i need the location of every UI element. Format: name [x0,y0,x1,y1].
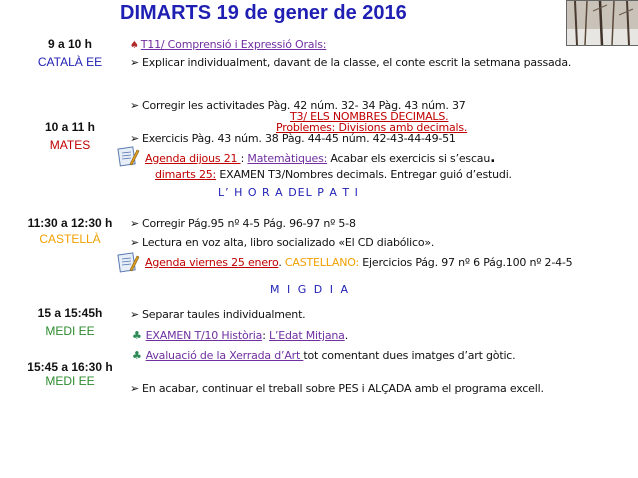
problemes-heading: Problemes: Divisions amb decimals. [276,121,468,134]
spade-icon: ♠ [130,40,139,51]
subject-medi1: MEDI EE [45,324,95,338]
hora-pati-label: L’ H O R A DEL P A T I [218,186,359,199]
dimarts25-line: dimarts 25: EXAMEN T3/Nombres decimals. Entregar guió d’estudi. [155,168,512,181]
notepad-icon [116,144,140,173]
club-icon: ♣ [132,349,142,362]
page-title: DIMARTS 19 de gener de 2016 [120,2,407,24]
separar-line: ➢ Separar taules individualment. [130,308,306,321]
subject-medi2: MEDI EE [45,374,95,388]
arrow-icon: ➢ [130,308,140,321]
exercicis-line: ➢ Exercicis Pàg. 43 núm. 38 Pàg. 44-45 núm. 42-43-44-49-51 [130,132,456,145]
time-catala: 9 a 10 h [47,37,93,51]
lectura-line: ➢ Lectura en voz alta, libro socializado «El CD diabólico». [130,236,435,249]
forest-photo [566,0,638,46]
subject-mates: MATES [49,138,91,152]
agenda-dijous-line: Agenda dijous 21 : Matemàtiques: Acabar els exercicis si s’escau. [145,150,496,166]
club-icon: ♣ [132,329,142,342]
avaluacio-line: ♣ Avaluació de la Xerrada d’Art tot comentant dues imatges d’art gòtic. [132,349,516,362]
arrow-icon: ➢ [130,382,140,395]
t3-heading: T3/ ELS NOMBRES DECIMALS. [290,110,449,123]
time-mates: 10 a 11 h [44,120,96,134]
agenda-viernes-line: Agenda viernes 25 enero. CASTELLANO: Ejercicios Pág. 97 nº 6 Pág.100 nº 2-4-5 [145,256,573,269]
arrow-icon: ➢ [130,56,140,69]
examen-line: ♣ EXAMEN T/10 Història: L’Edat Mitjana. [132,329,348,342]
time-castella: 11:30 a 12:30 h [27,216,113,230]
corregir-cast-line: ➢ Corregir Pág.95 nº 4-5 Pág. 96-97 nº 5-8 [130,217,356,230]
time-medi2: 15:45 a 16:30 h [27,360,113,374]
subject-catala: CATALÀ EE [37,55,103,69]
arrow-icon: ➢ [130,99,140,112]
arrow-icon: ➢ [130,217,140,230]
t11-heading: ♠ T11/ Comprensió i Expressió Orals: [130,38,327,51]
explicar-line: ➢ Explicar individualment, davant de la classe, el conte escrit la setmana passada. [130,56,572,69]
arrow-icon: ➢ [130,132,140,145]
acabar-line: ➢ En acabar, continuar el treball sobre PES i ALÇADA amb el programa excell. [130,382,544,395]
notepad-icon [116,250,140,279]
arrow-icon: ➢ [130,236,140,249]
corregir-line: ➢ Corregir les activitades Pàg. 42 núm. 32- 34 Pàg. 43 núm. 37 [130,99,466,112]
migdia-label: M I G D I A [270,283,350,296]
subject-castella: CASTELLÀ [39,232,101,246]
time-medi1: 15 a 15:45h [37,306,103,320]
